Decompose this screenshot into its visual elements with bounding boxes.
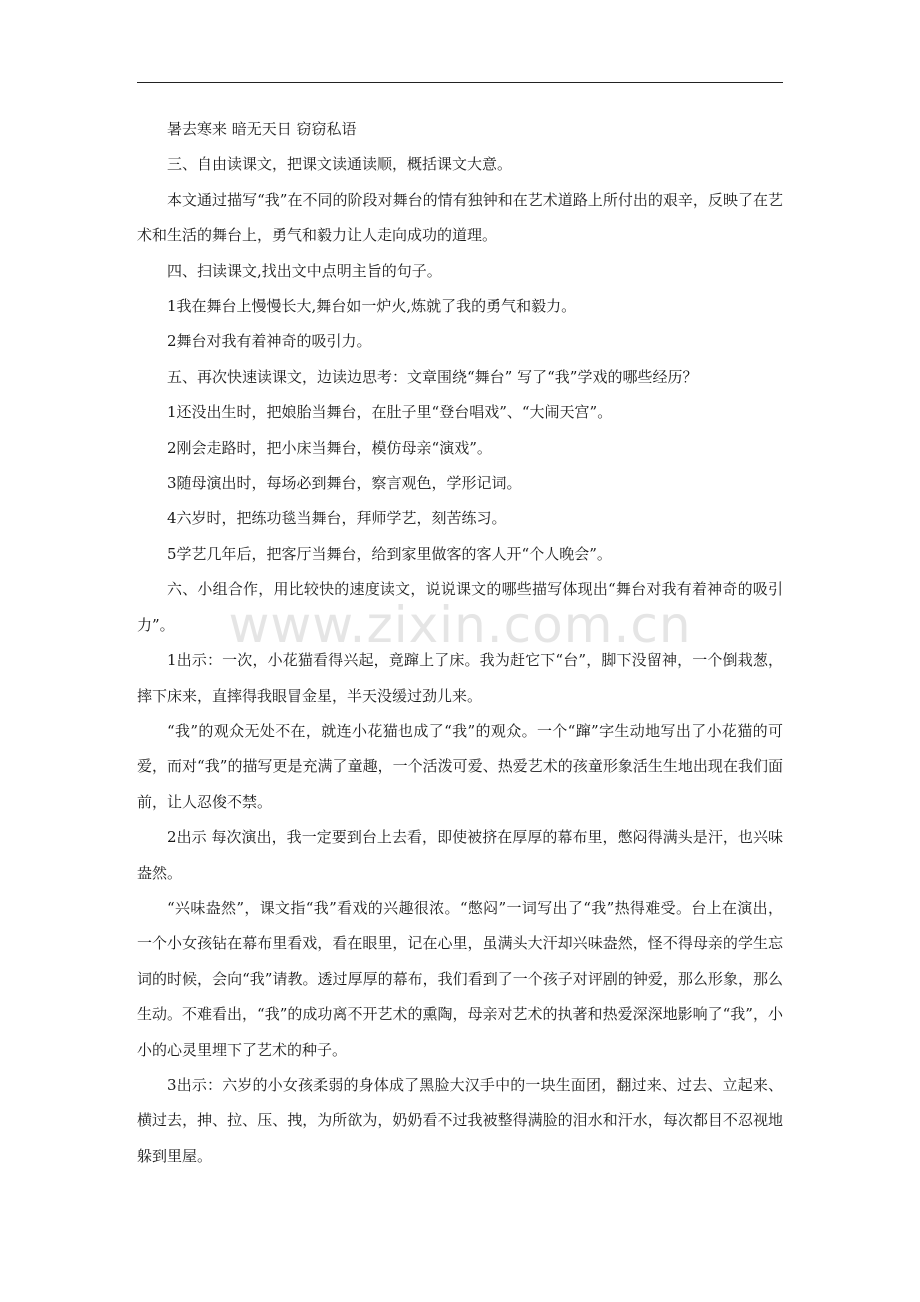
paragraph-13: 六、小组合作，用比较快的速度读文，说说课文的哪些描写体现出“舞台对我有着神奇的吸引力”。 bbox=[137, 580, 783, 634]
paragraph-17: “兴味盎然”，课文指“我”看戏的兴趣很浓。“憋闷”一词写出了“我”热得难受。台上在演出，一个小女孩钻在幕布里看戏，看在眼里，记在心里，虽满头大汗却兴味盎然，怪不得母亲的学生忘词的时候，会向“我”请教。透过厚厚的幕布，我们看到了一个孩子对评剧的钟爱，那么形象，那么生动。不难看出，“我”的成功离不开艺术的熏陶，母亲对艺术的执著和热爱深深地影响了“我”，小小的心灵里埋下了艺术的种子。 bbox=[137, 898, 783, 1059]
header-rule bbox=[137, 82, 783, 83]
paragraph-9: 2刚会走路时，把小床当舞台，模仿母亲“演戏”。 bbox=[167, 438, 492, 457]
paragraph-15: “我”的观众无处不在，就连小花猫也成了“我”的观众。一个“蹿”字生动地写出了小花猫的可爱，而对“我”的描写更是充满了童趣，一个活泼可爱、热爱艺术的孩童形象活生生地出现在我们面前，让人忍俊不禁。 bbox=[137, 721, 783, 811]
paragraph-6: 2舞台对我有着神奇的吸引力。 bbox=[167, 332, 372, 351]
watermark: www.zixin.com.cn bbox=[228, 596, 692, 654]
paragraph-4: 四、扫读课文,找出文中点明主旨的句子。 bbox=[167, 261, 442, 280]
paragraph-11: 4六岁时，把练功毯当舞台，拜师学艺，刻苦练习。 bbox=[167, 509, 507, 528]
paragraph-18: 3出示：六岁的小女孩柔弱的身体成了黑脸大汉手中的一块生面团，翻过来、过去、立起来、横过去，抻、拉、压、拽，为所欲为，奶奶看不过我被整得满脸的泪水和汗水，每次都目不忍视地躲到里屋。 bbox=[137, 1075, 783, 1165]
paragraph-10: 3随母演出时，每场必到舞台，察言观色，学形记词。 bbox=[167, 474, 522, 493]
paragraph-14: 1出示：一次，小花猫看得兴起，竟蹿上了床。我为赶它下“台”，脚下没留神，一个倒栽葱，摔下床来，直摔得我眼冒金星，半天没缓过劲儿来。 bbox=[137, 651, 783, 705]
paragraph-3: 本文通过描写“我”在不同的阶段对舞台的情有独钟和在艺术道路上所付出的艰辛，反映了在艺术和生活的舞台上，勇气和毅力让人走向成功的道理。 bbox=[137, 190, 783, 245]
document-body bbox=[137, 112, 783, 1174]
paragraph-16: 2出示 每次演出，我一定要到台上去看，即使被挤在厚厚的幕布里，憋闷得满头是汗，也兴味盎然。 bbox=[137, 828, 783, 882]
paragraph-5: 1我在舞台上慢慢长大,舞台如一炉火,炼就了我的勇气和毅力。 bbox=[167, 297, 577, 316]
paragraph-8: 1还没出生时，把娘胎当舞台，在肚子里“登台唱戏”、“大闹天宫”。 bbox=[167, 403, 613, 422]
paragraph-2: 三、自由读课文，把课文读通读顺，概括课文大意。 bbox=[167, 155, 513, 174]
paragraph-7: 五、再次快速读课文，边读边思考：文章围绕“舞台” 写了“我”学戏的哪些经历？ bbox=[167, 367, 698, 386]
paragraph-12: 5学艺几年后，把客厅当舞台，给到家里做客的客人开“个人晚会”。 bbox=[167, 544, 612, 563]
paragraph-1: 暑去寒来 暗无天日 窃窃私语 bbox=[167, 120, 357, 138]
